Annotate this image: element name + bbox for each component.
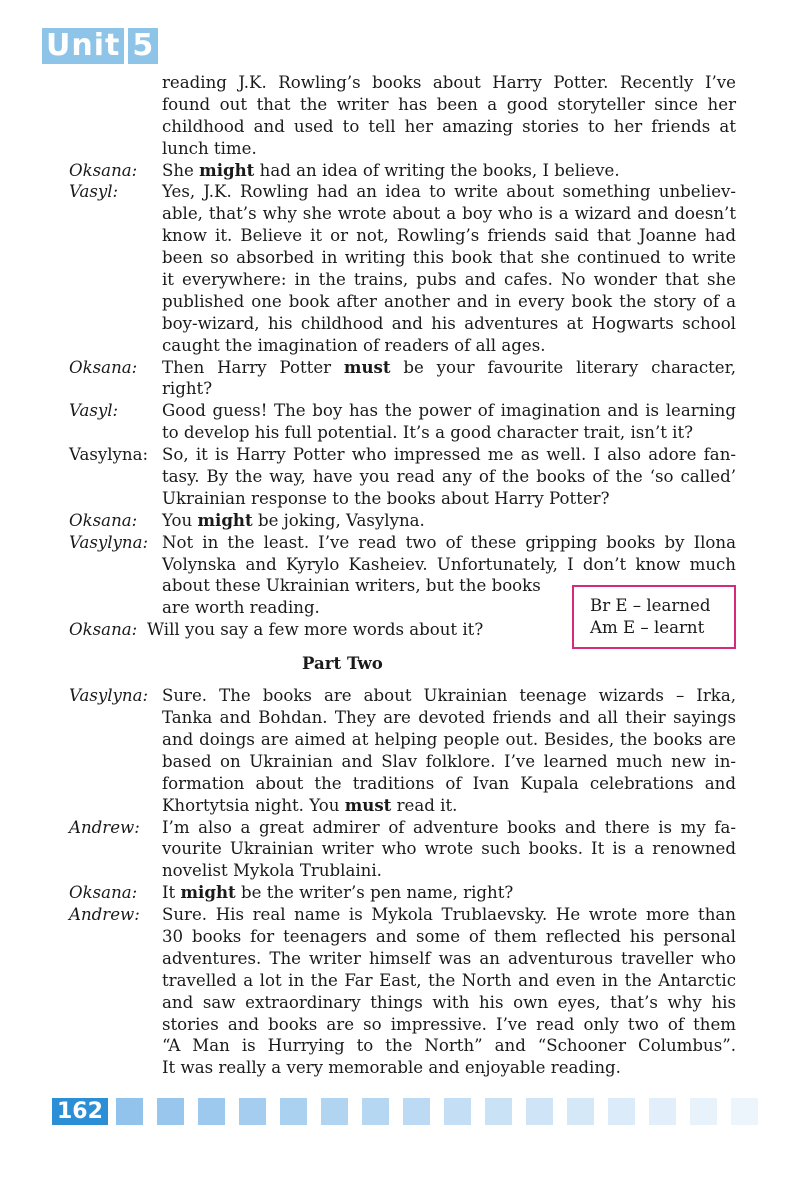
dialogue-text: stories and books are so impressive. I’ve read only two of them [162,1014,736,1034]
dialogue-line [0,1035,800,1057]
dialogue-text: about these Ukrainian writers, but the books [162,576,541,596]
dialogue-text: Not in the least. I’ve read two of these gripping books by Ilona [162,532,736,552]
dialogue-line [0,181,800,203]
footer-square [731,1098,758,1125]
dialogue-text: are worth reading. [162,598,320,618]
dialogue-text: Ukrainian response to the books about Harry Potter? [162,488,610,508]
footer-square [403,1098,430,1125]
dialogue-text: Yes, J.K. Rowling had an idea to write about something unbeliev- [162,182,736,202]
dialogue-line [0,554,800,576]
dialogue-line [0,707,800,729]
dialogue-text: formation about the traditions of Ivan Kupala celebrations and [162,773,736,793]
dialogue-line [0,685,800,707]
footer-square [608,1098,635,1125]
dialogue-text: lunch time. [162,138,257,158]
dialogue-part-two [0,685,800,1079]
dialogue-line [0,116,800,138]
dialogue-text: You might be joking, Vasylyna. [162,509,425,530]
footer-square [198,1098,225,1125]
page-footer [52,1098,792,1125]
dialogue-line [0,378,800,400]
dialogue-text: able, that’s why she wrote about a boy who is a wizard and doesn’t [162,204,736,224]
footer-square [321,1098,348,1125]
dialogue-text: right? [162,379,213,399]
dialogue-text: She might had an idea of writing the books, I believe. [162,159,620,180]
dialogue-line [0,729,800,751]
dialogue-text: It was really a very memorable and enjoyable reading. [162,1058,621,1078]
page-number: 162 [52,1098,108,1125]
dialogue-text: been so absorbed in writing this book that she continued to write [162,248,736,268]
dialogue-line [0,313,800,335]
dialogue-line [0,94,800,116]
dialogue-text: caught the imagination of readers of all ages. [162,335,546,355]
footer-square [239,1098,266,1125]
dialogue-text: Will you say a few more words about it? [147,620,484,640]
part-two-title: Part Two [302,653,383,674]
dialogue-line [0,291,800,313]
vocabulary-note-box [572,585,736,649]
speaker-name: Vasylyna: [69,532,149,552]
dialogue-line [0,992,800,1014]
dialogue-part-one [0,72,800,641]
dialogue-line [0,532,800,554]
dialogue-line [0,225,800,247]
dialogue-text: 30 books for teenagers and some of them reflected his personal [162,926,736,946]
unit-header [42,28,158,64]
note-line-american: Am E – learnt [590,618,705,637]
speaker-name: Vasyl: [69,182,119,202]
footer-square [690,1098,717,1125]
footer-square [485,1098,512,1125]
dialogue-line [0,444,800,466]
dialogue-text: Volynska and Kyrylo Kasheiev. Unfortunately, I don’t know much [162,554,736,574]
dialogue-text: based on Ukrainian and Slav folklore. I’ve learned much new in- [162,751,736,771]
dialogue-text: found out that the writer has been a good storyteller since her [162,94,736,114]
footer-square [157,1098,184,1125]
dialogue-text: adventures. The writer himself was an adventurous traveller who [162,948,736,968]
unit-label: Unit [42,28,124,64]
footer-square [444,1098,471,1125]
dialogue-text: boy-wizard, his childhood and his adventures at Hogwarts school [162,313,736,333]
dialogue-line [0,948,800,970]
dialogue-line [0,970,800,992]
dialogue-line [0,1057,800,1079]
footer-square [280,1098,307,1125]
dialogue-text: Tanka and Bohdan. They are devoted friends and all their sayings [162,708,736,728]
footer-square [567,1098,594,1125]
page-content [0,72,800,1079]
dialogue-text: and saw extraordinary things with his own eyes, that’s why his [162,992,736,1012]
speaker-name: Oksana: [69,620,138,640]
speaker-name: Vasylyna: [69,686,149,706]
footer-square [649,1098,676,1125]
dialogue-text: It might be the writer’s pen name, right? [162,882,514,903]
dialogue-text: travelled a lot in the Far East, the North and even in the Antarctic [162,970,736,990]
dialogue-line [0,247,800,269]
dialogue-text: it everywhere: in the trains, pubs and cafes. No wonder that she [162,270,736,290]
dialogue-line [0,357,800,379]
footer-square [526,1098,553,1125]
dialogue-line [0,751,800,773]
dialogue-line [0,269,800,291]
dialogue-text: know it. Believe it or not, Rowling’s friends said that Joanne had [162,226,736,246]
dialogue-line [0,904,800,926]
dialogue-line [0,795,800,817]
dialogue-line [0,838,800,860]
dialogue-text: and doings are aimed at helping people out. Besides, the books are [162,729,736,749]
dialogue-line [0,1014,800,1036]
dialogue-line [0,860,800,882]
dialogue-text: reading J.K. Rowling’s books about Harry Potter. Recently I’ve [162,73,736,92]
dialogue-line [0,400,800,422]
note-line-british: Br E – learned [590,596,711,615]
speaker-name: Oksana: [69,357,138,377]
dialogue-line [0,882,800,904]
dialogue-line [0,773,800,795]
dialogue-text: So, it is Harry Potter who impressed me as well. I also adore fan- [162,445,736,465]
dialogue-line [0,160,800,182]
dialogue-text: novelist Mykola Trublaini. [162,861,382,881]
dialogue-line [0,72,800,94]
dialogue-line [0,422,800,444]
dialogue-line [0,138,800,160]
dialogue-line [0,926,800,948]
speaker-name: Andrew: [69,905,140,925]
speaker-name: Oksana: [69,160,138,180]
speaker-name: Vasylyna: [69,445,149,465]
speaker-name: Andrew: [69,817,140,837]
dialogue-line [0,817,800,839]
footer-decoration [116,1098,772,1125]
dialogue-text: Sure. The books are about Ukrainian teenage wizards – Irka, [162,686,736,706]
speaker-name: Oksana: [69,883,138,903]
dialogue-text: Sure. His real name is Mykola Trublaevsky. He wrote more than [162,905,736,925]
speaker-name: Oksana: [69,510,138,530]
footer-square [116,1098,143,1125]
dialogue-line [0,335,800,357]
dialogue-line [0,466,800,488]
dialogue-line [0,510,800,532]
unit-number: 5 [128,28,158,64]
dialogue-line [0,488,800,510]
dialogue-text: I’m also a great admirer of adventure books and there is my fa- [162,817,736,837]
dialogue-text: tasy. By the way, have you read any of the books of the ‘so called’ [162,467,736,487]
dialogue-text: published one book after another and in every book the story of a [162,291,736,311]
dialogue-line [0,203,800,225]
dialogue-text: vourite Ukrainian writer who wrote such books. It is a renowned [162,839,736,859]
dialogue-text: Then Harry Potter must be your favourite literary character, [162,356,736,377]
dialogue-text: Khortytsia night. You must read it. [162,794,458,815]
footer-square [362,1098,389,1125]
speaker-name: Vasyl: [69,401,119,421]
dialogue-text: Good guess! The boy has the power of imagination and is learning [162,401,736,421]
dialogue-text: childhood and used to tell her amazing stories to her friends at [162,116,736,136]
dialogue-text: to develop his full potential. It’s a good character trait, isn’t it? [162,423,694,443]
dialogue-text: “A Man is Hurrying to the North” and “Schooner Columbus”. [162,1036,736,1056]
